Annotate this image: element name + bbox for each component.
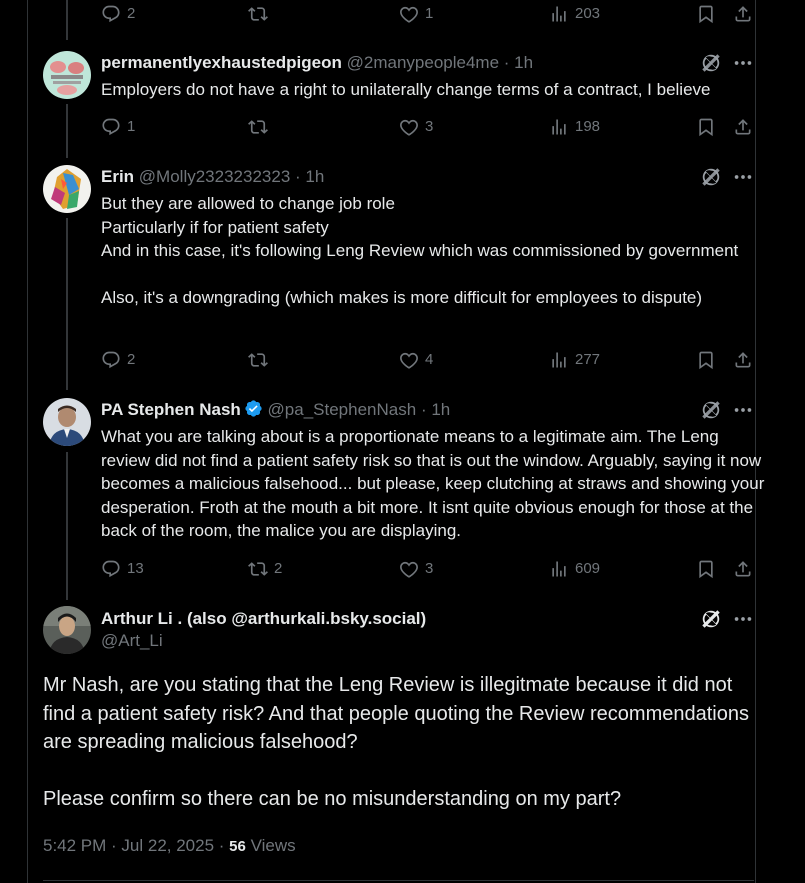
separator: · (503, 53, 510, 72)
bookmark-button[interactable] (696, 347, 722, 373)
reply-icon (101, 117, 121, 137)
post-actions (101, 556, 761, 582)
reply-button[interactable] (101, 1, 135, 27)
share-icon (733, 350, 753, 370)
views-button[interactable] (549, 556, 600, 582)
thread-line (66, 104, 68, 158)
analytics-icon (549, 350, 569, 370)
timestamp[interactable]: 1h (305, 167, 325, 186)
post-text: What you are talking about is a proportionate means to a legitimate aim. The Leng review did not find a patient safety risk so that is out the window. Arguably, saying it now becomes a malicious falsehood... but please, keep clutching at straws and showing your desperation. Froth at the mouth a bit more. It isnt quite obvious enough for those at the back of the room, the malice you are displaying. (101, 427, 770, 540)
reply-button[interactable] (101, 114, 135, 140)
post-text: But they are allowed to change job role Particularly if for patient safety And in this case, it's following Leng Review which was commissioned by government Also, it's a downgrading (which makes is more difficult for employees to dispute) (101, 194, 739, 307)
avatar-image (43, 398, 91, 446)
reply-icon (101, 4, 121, 24)
repost-icon (248, 117, 268, 137)
reply-icon (101, 350, 121, 370)
like-button[interactable] (399, 114, 433, 140)
repost-button[interactable] (248, 556, 282, 582)
repost-button[interactable] (248, 1, 274, 27)
main-post-text: Mr Nash, are you stating that the Leng Review is illegitmate because it did not find a patient safety risk? And that people quoting the Review recommendations are spreading malicious falsehood? Please confirm so there can be no misunderstanding on my part? (43, 674, 749, 810)
heart-icon (399, 117, 419, 137)
grok-icon[interactable] (700, 52, 722, 74)
thread-line (66, 218, 68, 390)
thread-line (66, 452, 68, 600)
bookmark-icon (696, 350, 716, 370)
share-button[interactable] (733, 1, 759, 27)
post-header (101, 399, 753, 421)
share-icon (733, 117, 753, 137)
heart-icon (399, 4, 419, 24)
avatar-image (43, 606, 91, 654)
thread-line (66, 0, 68, 40)
analytics-icon (549, 117, 569, 137)
views-count: 203 (575, 5, 601, 22)
separator: · (295, 167, 301, 186)
separator: · (420, 400, 427, 419)
like-button[interactable] (399, 347, 433, 373)
views-label: Views (250, 836, 296, 855)
repost-button[interactable] (248, 114, 274, 140)
bookmark-button[interactable] (696, 114, 722, 140)
heart-icon (399, 559, 419, 579)
share-button[interactable] (733, 347, 759, 373)
user-handle[interactable]: @Art_Li (101, 631, 163, 650)
more-icon[interactable] (732, 52, 754, 74)
bookmark-icon (696, 117, 716, 137)
post-header (101, 166, 753, 188)
bookmark-icon (696, 559, 716, 579)
share-button[interactable] (733, 114, 759, 140)
like-count: 3 (425, 118, 434, 135)
analytics-icon (549, 4, 569, 24)
post-actions (101, 347, 761, 373)
views-count: 56 (229, 838, 246, 855)
repost-count: 2 (274, 560, 283, 577)
bookmark-icon (696, 4, 716, 24)
avatar[interactable] (43, 606, 91, 654)
avatar[interactable] (43, 398, 91, 446)
display-name[interactable]: permanentlyexhaustedpigeon (101, 53, 342, 72)
post-meta (43, 836, 296, 856)
reply-count: 2 (127, 5, 136, 22)
reply-count: 2 (127, 351, 136, 368)
like-count: 1 (425, 5, 434, 22)
avatar[interactable] (43, 165, 91, 213)
more-icon[interactable] (732, 399, 754, 421)
more-icon[interactable] (732, 166, 754, 188)
avatar-image (43, 165, 91, 213)
grok-icon[interactable] (700, 166, 722, 188)
post-actions (101, 114, 761, 140)
avatar-image (43, 51, 91, 99)
grok-icon[interactable] (700, 608, 722, 630)
share-icon (733, 559, 753, 579)
reply-button[interactable] (101, 347, 135, 373)
repost-icon (248, 350, 268, 370)
analytics-icon (549, 559, 569, 579)
main-post-header (101, 608, 426, 652)
post-text: Employers do not have a right to unilaterally change terms of a contract, I believe (101, 80, 711, 99)
views-count: 198 (575, 118, 601, 135)
grok-icon[interactable] (700, 399, 722, 421)
post-actions (101, 1, 761, 27)
share-button[interactable] (733, 556, 759, 582)
timestamp[interactable]: 1h (431, 400, 451, 419)
repost-button[interactable] (248, 347, 274, 373)
post-datetime[interactable]: 5:42 PM · Jul 22, 2025 · (43, 836, 230, 855)
like-count: 3 (425, 560, 434, 577)
reply-count: 13 (127, 560, 144, 577)
avatar[interactable] (43, 51, 91, 99)
post-header (101, 52, 753, 74)
like-button[interactable] (399, 1, 433, 27)
user-handle[interactable]: @pa_StephenNash (267, 400, 417, 419)
user-handle[interactable]: @Molly2323232323 (138, 167, 291, 186)
display-name[interactable]: Erin (101, 167, 135, 186)
heart-icon (399, 350, 419, 370)
share-icon (733, 4, 753, 24)
views-button[interactable] (549, 347, 600, 373)
reply-count: 1 (127, 118, 136, 135)
verified-badge-icon (244, 399, 263, 418)
repost-icon (248, 4, 268, 24)
reply-button[interactable] (101, 556, 144, 582)
like-button[interactable] (399, 556, 433, 582)
more-icon[interactable] (732, 608, 754, 630)
views-count: 609 (575, 560, 601, 577)
display-name[interactable]: Arthur Li . (also @arthurkali.bsky.social) (101, 609, 427, 628)
views-button[interactable] (549, 1, 600, 27)
divider (43, 880, 754, 881)
timestamp[interactable]: 1h (514, 53, 534, 72)
bookmark-button[interactable] (696, 1, 722, 27)
display-name[interactable]: PA Stephen Nash (101, 400, 241, 419)
user-handle[interactable]: @2manypeople4me (346, 53, 500, 72)
reply-icon (101, 559, 121, 579)
repost-icon (248, 559, 268, 579)
views-button[interactable] (549, 114, 600, 140)
like-count: 4 (425, 351, 434, 368)
bookmark-button[interactable] (696, 556, 722, 582)
views-count: 277 (575, 351, 601, 368)
